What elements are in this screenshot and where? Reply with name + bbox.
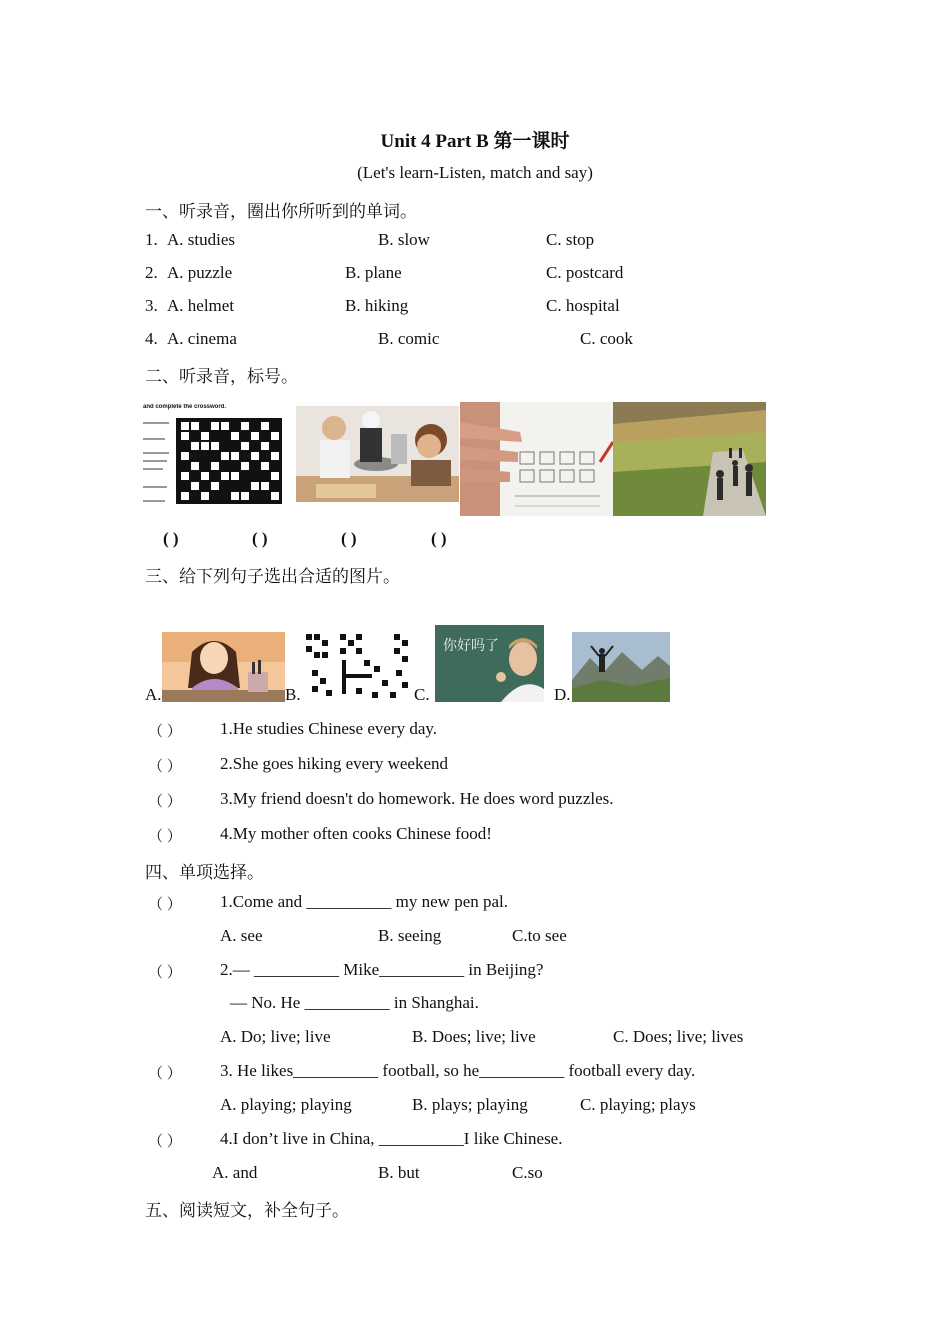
s4-q1-option-c: C.to see xyxy=(512,926,567,945)
blackboard-text: 你好吗了 xyxy=(443,638,499,654)
s4-q4-option-a: A. and xyxy=(212,1163,258,1182)
q2-number: 2. xyxy=(145,263,158,282)
page-subtitle: (Let's learn-Listen, match and say) xyxy=(357,163,593,182)
section1-heading: 一、听录音，圈出你所听到的单词。 xyxy=(145,202,417,221)
mountain-hiker-image xyxy=(572,632,670,702)
s3-sentence-2: 2.She goes hiking every weekend xyxy=(220,754,449,773)
label-d: D. xyxy=(554,685,571,704)
s4-q3-option-b: B. plays; playing xyxy=(412,1095,528,1114)
q1-option-a: A. studies xyxy=(167,230,235,249)
s4-paren-1[interactable]: （ ） xyxy=(148,897,182,913)
section5-heading: 五、阅读短文，补全句子。 xyxy=(145,1201,349,1220)
s4-q2-option-a: A. Do; live; live xyxy=(220,1027,331,1046)
s4-q3-option-a: A. playing; playing xyxy=(220,1095,352,1114)
word-puzzle-image xyxy=(302,630,414,702)
s4-question-4: 4.I don’t live in China, __________I like Chinese. xyxy=(220,1129,563,1148)
s4-q1-option-b: B. seeing xyxy=(378,926,442,945)
s3-paren-2[interactable]: （ ） xyxy=(148,759,182,775)
q1-option-c: C. stop xyxy=(546,230,595,249)
hiking-image xyxy=(613,402,766,516)
s4-paren-4[interactable]: （ ） xyxy=(148,1134,182,1150)
q2-option-b: B. plane xyxy=(345,263,402,282)
blank-3[interactable]: ( ) xyxy=(341,529,357,548)
blank-1[interactable]: ( ) xyxy=(163,529,179,548)
s4-q3-option-c: C. playing; plays xyxy=(580,1095,696,1114)
q4-option-c: C. cook xyxy=(580,329,633,348)
section3-heading: 三、给下列句子选出合适的图片。 xyxy=(145,567,400,586)
label-a: A. xyxy=(145,685,162,704)
s4-paren-2[interactable]: （ ） xyxy=(148,965,182,981)
q3-number: 3. xyxy=(145,296,158,315)
blank-2[interactable]: ( ) xyxy=(252,529,268,548)
s3-sentence-4: 4.My mother often cooks Chinese food! xyxy=(220,824,492,843)
s3-paren-1[interactable]: （ ） xyxy=(148,724,182,740)
chinese-blackboard-image xyxy=(435,625,544,702)
page-title: Unit 4 Part B 第一课时 xyxy=(380,131,570,152)
q4-number: 4. xyxy=(145,329,158,348)
q2-option-a: A. puzzle xyxy=(167,263,233,282)
q3-option-b: B. hiking xyxy=(345,296,409,315)
s4-question-1: 1.Come and __________ my new pen pal. xyxy=(220,892,509,911)
q1-number: 1. xyxy=(145,230,158,249)
q2-option-c: C. postcard xyxy=(546,263,624,282)
mother-cooking-image xyxy=(162,632,285,702)
s3-sentence-1: 1.He studies Chinese every day. xyxy=(220,719,438,738)
label-b: B. xyxy=(285,685,301,704)
s4-paren-3[interactable]: （ ） xyxy=(148,1066,182,1082)
q1-option-b: B. slow xyxy=(378,230,430,249)
s3-paren-4[interactable]: （ ） xyxy=(148,829,182,845)
s3-sentence-3: 3.My friend doesn't do homework. He does word puzzles. xyxy=(220,789,614,808)
q4-option-a: A. cinema xyxy=(167,329,237,348)
blank-4[interactable]: ( ) xyxy=(431,529,447,548)
crossword-caption: and complete the crossword. xyxy=(143,404,227,410)
s4-question-2-reply: — No. He __________ in Shanghai. xyxy=(230,993,479,1012)
crossword-image xyxy=(143,404,288,512)
homework-image xyxy=(460,402,613,516)
s4-q1-option-a: A. see xyxy=(220,926,263,945)
s4-q4-option-c: C.so xyxy=(512,1163,543,1182)
q3-option-a: A. helmet xyxy=(167,296,235,315)
q3-option-c: C. hospital xyxy=(546,296,620,315)
section4-heading: 四、单项选择。 xyxy=(145,863,264,882)
section2-heading: 二、听录音，标号。 xyxy=(145,367,298,386)
label-c: C. xyxy=(414,685,430,704)
s4-q4-option-b: B. but xyxy=(378,1163,420,1182)
cooking-image xyxy=(296,406,459,502)
q4-option-b: B. comic xyxy=(378,329,440,348)
s4-q2-option-b: B. Does; live; live xyxy=(412,1027,536,1046)
s4-question-3: 3. He likes__________ football, so he__________ football every day. xyxy=(220,1061,696,1080)
s4-q2-option-c: C. Does; live; lives xyxy=(613,1027,744,1046)
s3-paren-3[interactable]: （ ） xyxy=(148,794,182,810)
s4-question-2: 2.— __________ Mike__________ in Beijing? xyxy=(220,960,544,979)
